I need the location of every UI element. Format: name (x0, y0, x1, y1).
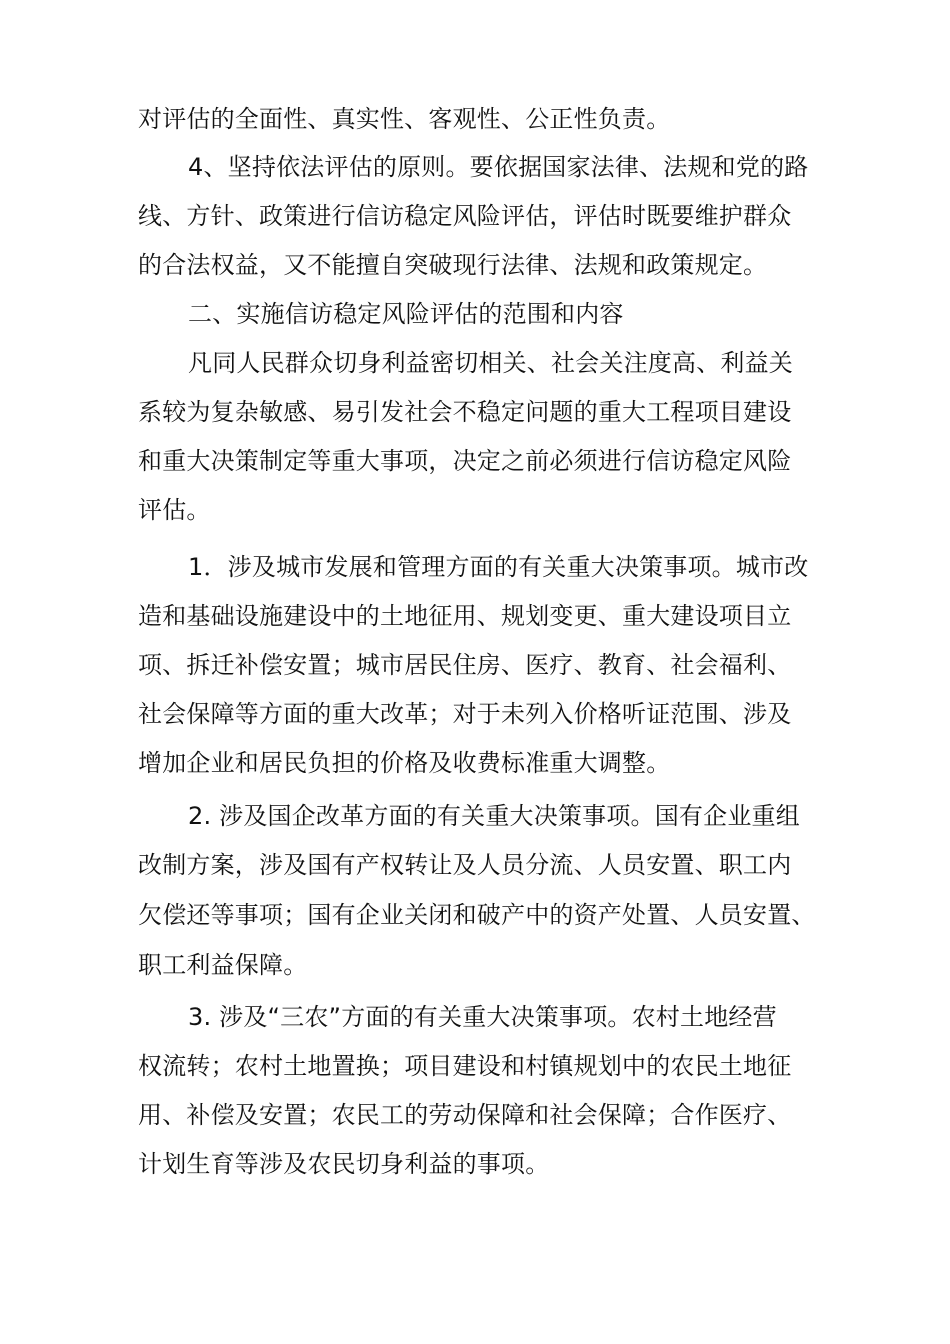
text-line: 职工利益保障。 (138, 951, 308, 979)
text-line: 的合法权益，又不能擅自突破现行法律、法规和政策规定。 (138, 251, 768, 279)
text-line: 项、拆迁补偿安置；城市居民住房、医疗、教育、社会福利、 (138, 651, 792, 679)
text-line: 造和基础设施建设中的土地征用、规划变更、重大建设项目立 (138, 602, 792, 630)
text-line: 用、补偿及安置；农民工的劳动保障和社会保障；合作医疗、 (138, 1101, 792, 1129)
text-line: 权流转；农村土地置换；项目建设和村镇规划中的农民土地征 (138, 1052, 792, 1080)
text-line: 1．涉及城市发展和管理方面的有关重大决策事项。城市改 (188, 553, 809, 581)
text-line: 线、方针、政策进行信访稳定风险评估，评估时既要维护群众 (138, 202, 792, 230)
text-line: 计划生育等涉及农民切身利益的事项。 (138, 1150, 550, 1178)
text-line: 评估。 (138, 496, 211, 524)
text-line: 社会保障等方面的重大改革；对于未列入价格听证范围、涉及 (138, 700, 792, 728)
text-line: 4、坚持依法评估的原则。要依据国家法律、法规和党的路 (188, 153, 809, 181)
text-line: 对评估的全面性、真实性、客观性、公正性负责。 (138, 105, 671, 133)
text-line: 增加企业和居民负担的价格及收费标准重大调整。 (138, 749, 671, 777)
text-line: 2. 涉及国企改革方面的有关重大决策事项。国有企业重组 (188, 802, 800, 830)
text-line: 凡同人民群众切身利益密切相关、社会关注度高、利益关 (188, 349, 793, 377)
text-line: 和重大决策制定等重大事项，决定之前必须进行信访稳定风险 (138, 447, 792, 475)
text-line: 改制方案，涉及国有产权转让及人员分流、人员安置、职工内 (138, 851, 792, 879)
text-line: 系较为复杂敏感、易引发社会不稳定问题的重大工程项目建设 (138, 398, 792, 426)
text-line: 欠偿还等事项；国有企业关闭和破产中的资产处置、人员安置、 (138, 901, 816, 929)
section-heading: 二、实施信访稳定风险评估的范围和内容 (188, 300, 624, 328)
text-line: 3. 涉及“三农”方面的有关重大决策事项。农村土地经营 (188, 1003, 777, 1031)
